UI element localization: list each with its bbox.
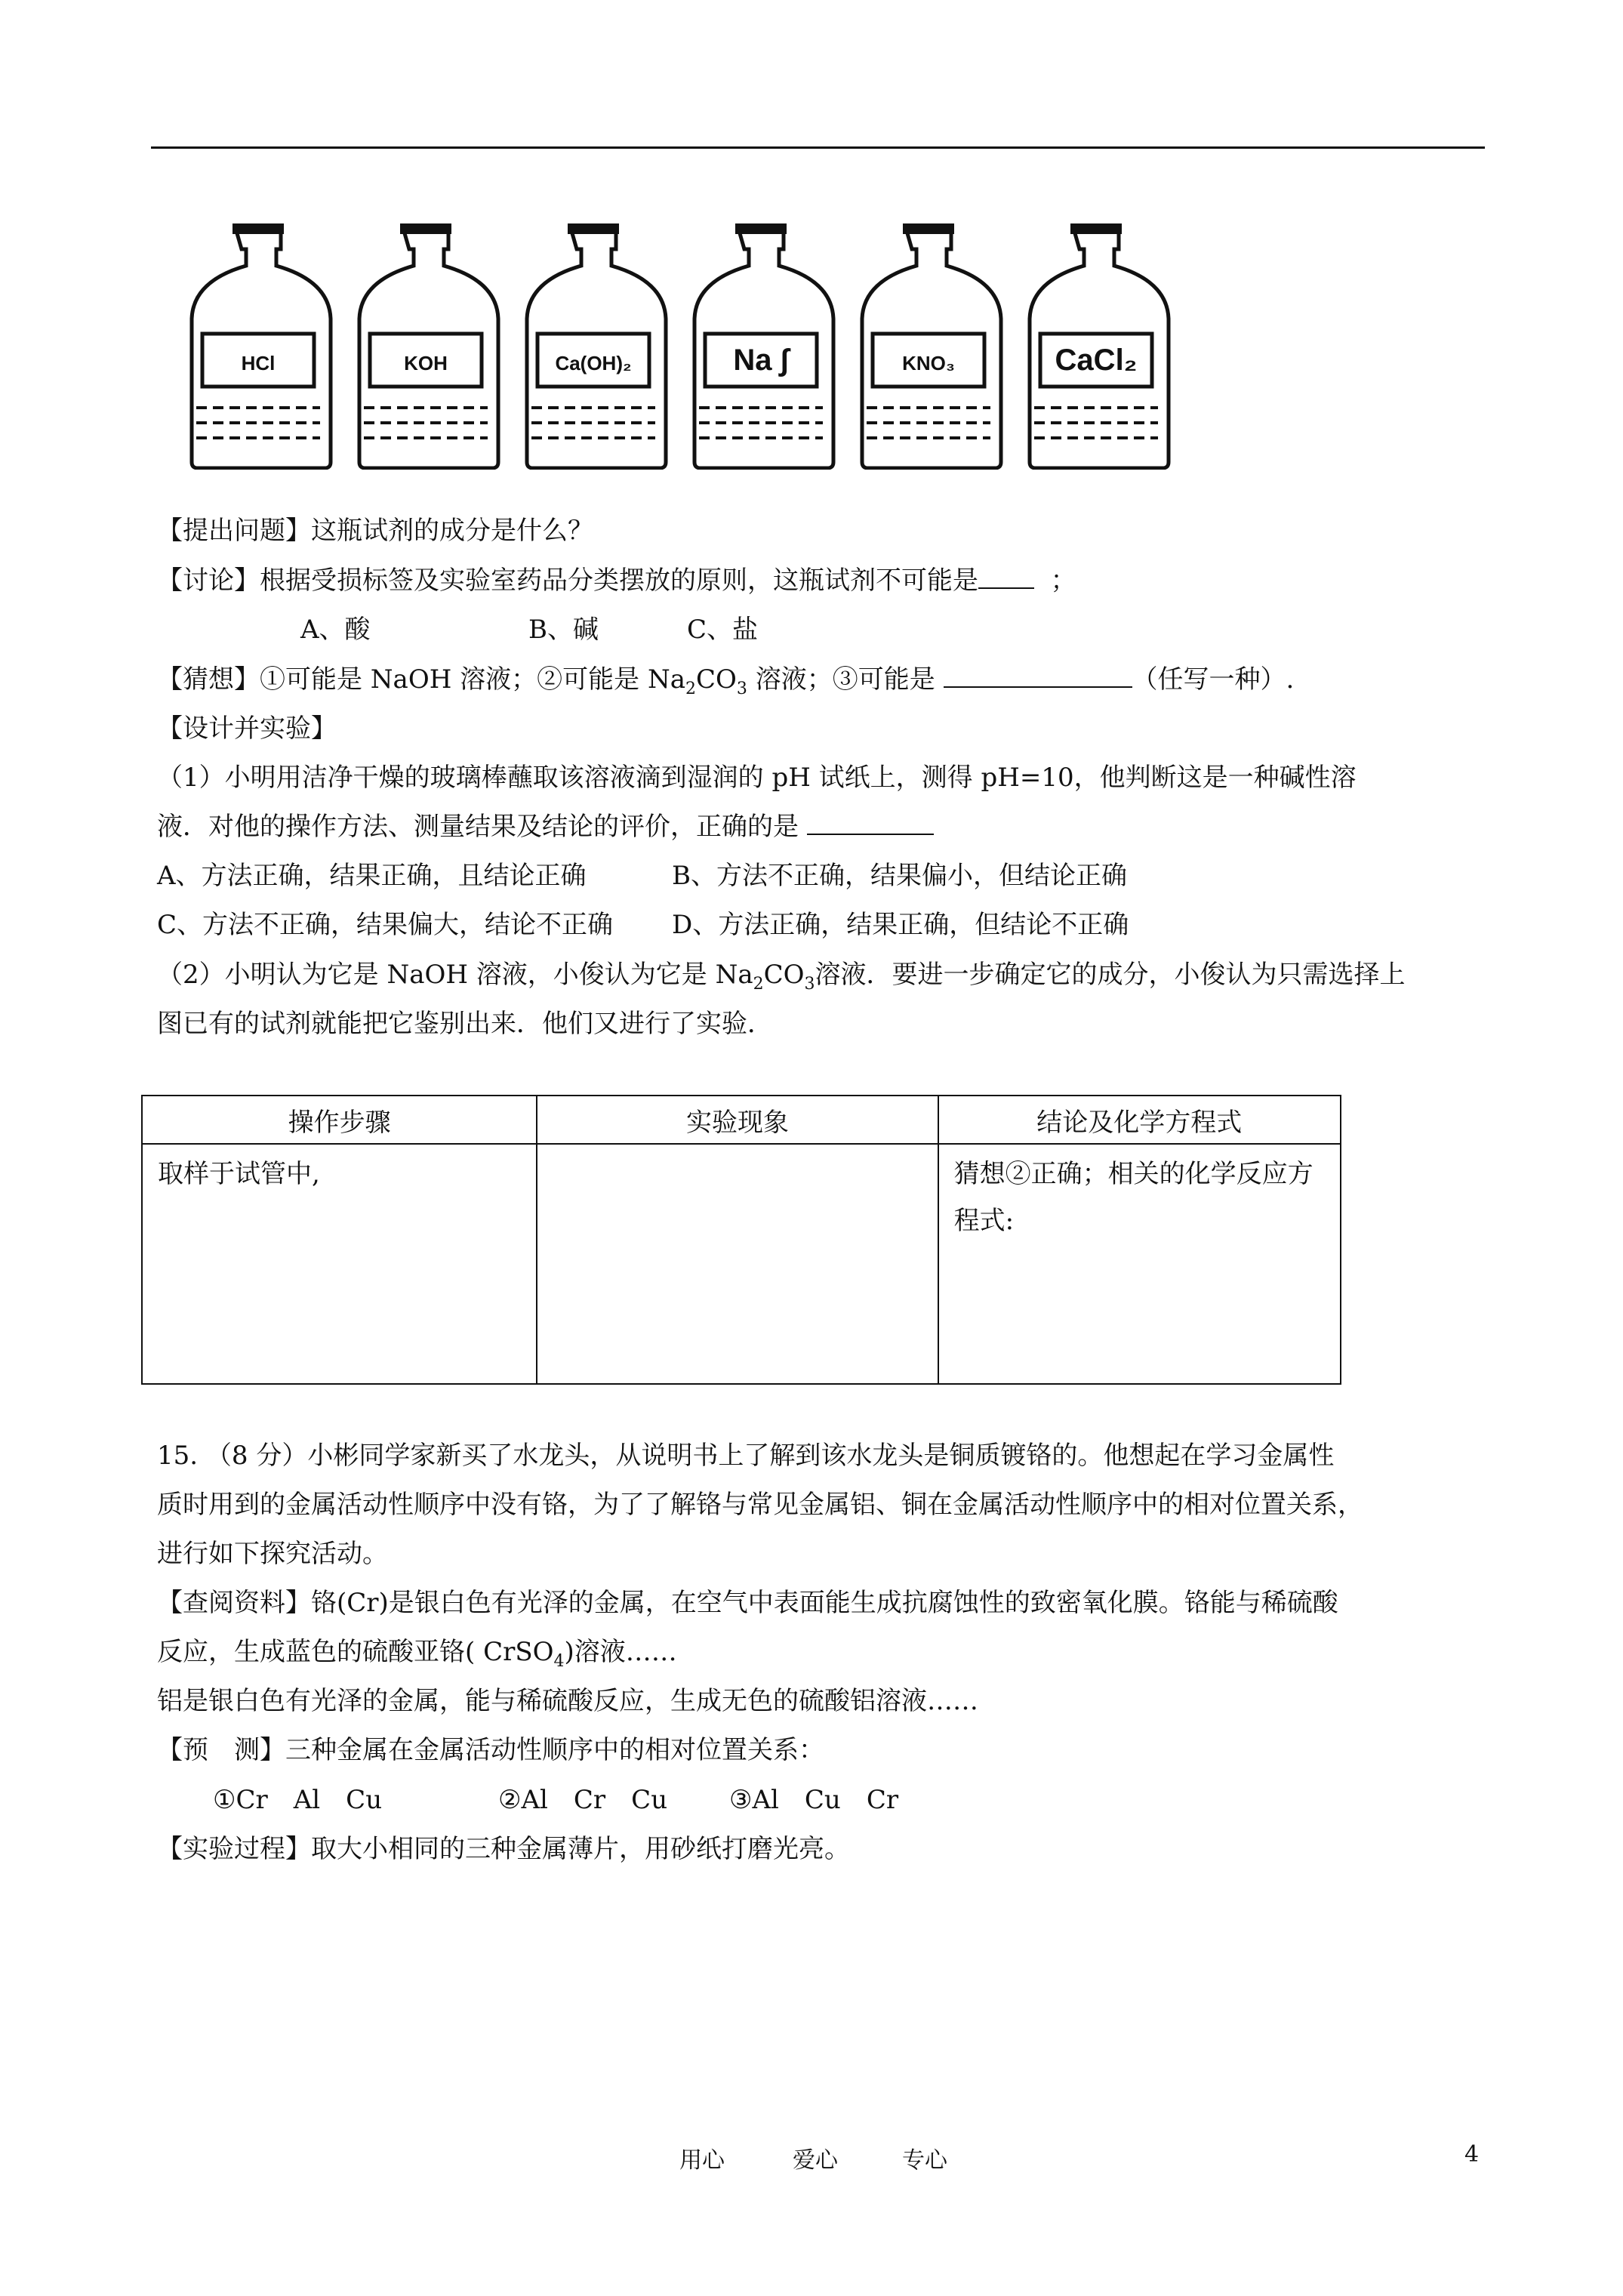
footer-word: 爱心 <box>793 2147 838 2174</box>
guess-end: （任写一种）. <box>1132 664 1295 695</box>
formula-part: CO <box>696 664 737 695</box>
info-text: 反应，生成蓝色的硫酸亚铬( CrSO <box>157 1637 554 1667</box>
table-header: 结论及化学方程式 <box>938 1096 1341 1144</box>
order-option-2: ②Al Cr Cu <box>498 1785 668 1815</box>
choice-b: B、方法不正确，结果偏小，但结论正确 <box>672 861 1127 891</box>
table-cell-phenomenon[interactable] <box>537 1144 938 1384</box>
answer-blank[interactable] <box>944 686 1132 688</box>
guess-text: 【猜想】①可能是 NaOH 溶液；②可能是 Na <box>157 664 685 695</box>
subscript: 2 <box>685 679 696 698</box>
bottle-label: KOH <box>404 352 448 374</box>
question-prompt: 【提出问题】这瓶试剂的成分是什么？ <box>157 516 593 546</box>
reagent-bottle <box>359 223 498 468</box>
answer-blank[interactable] <box>978 587 1034 589</box>
discussion-line <box>157 563 1076 598</box>
table-cell-conclusion[interactable]: 猜想②正确；相关的化学反应方程式: <box>938 1144 1341 1384</box>
footer-word: 用心 <box>679 2147 725 2174</box>
table-cell-operation[interactable]: 取样于试管中, <box>142 1144 537 1384</box>
header-rule <box>151 146 1485 149</box>
footer-word: 专心 <box>902 2147 947 2174</box>
reagent-bottle <box>862 223 1001 468</box>
reagent-bottle <box>1030 223 1169 468</box>
experiment-table <box>141 1095 1341 1385</box>
answer-blank[interactable] <box>807 834 934 835</box>
subscript: 4 <box>553 1651 565 1671</box>
info-text-2: )溶液…… <box>564 1637 677 1667</box>
q15-info3: 铝是银白色有光泽的金属，能与稀硫酸反应，生成无色的硫酸铝溶液…… <box>157 1686 978 1716</box>
table-row <box>142 1144 1341 1384</box>
q15-line2: 质时用到的金属活动性顺序中没有铬，为了了解铬与常见金属铝、铜在金属活动性顺序中的相对位置关系， <box>157 1490 1363 1520</box>
q15-predict: 【预 测】三种金属在金属活动性顺序中的相对位置关系： <box>157 1735 824 1765</box>
subscript: 3 <box>736 679 747 698</box>
bottle-label: Na ∫ <box>733 344 789 377</box>
q15-line1: 15. （8 分）小彬同学家新买了水龙头，从说明书上了解到该水龙头是铜质镀铬的。他想起在学习金属性 <box>157 1441 1335 1471</box>
table-header: 实验现象 <box>537 1096 938 1144</box>
table-header: 操作步骤 <box>142 1096 537 1144</box>
part2-line1 <box>157 957 1406 1002</box>
option-c: C、盐 <box>687 615 759 645</box>
page-number: 4 <box>1464 2141 1480 2168</box>
formula-part: CO <box>763 960 805 990</box>
discussion-text: 【讨论】根据受损标签及实验室药品分类摆放的原则，这瓶试剂不可能是 <box>157 566 978 596</box>
subscript: 3 <box>804 974 815 994</box>
q15-info1: 【查阅资料】铬(Cr)是银白色有光泽的金属，在空气中表面能生成抗腐蚀性的致密氧化膜。铬能与稀硫酸 <box>157 1588 1338 1618</box>
option-b: B、碱 <box>528 615 599 645</box>
part1-line1: （1）小明用洁净干燥的玻璃棒蘸取该溶液滴到湿润的 pH 试纸上，测得 pH=10，他判断这是一种碱性溶 <box>157 763 1357 793</box>
reagent-bottles-figure <box>180 220 1176 470</box>
table-header-row <box>142 1096 1341 1144</box>
part2-text-2: 溶液．要进一步确定它的成分，小俊认为只需选择上 <box>815 960 1406 990</box>
option-a: A、酸 <box>300 615 371 645</box>
reagent-bottle <box>192 223 331 468</box>
bottle-label: KNO₃ <box>902 352 955 374</box>
part1-line2 <box>157 809 934 844</box>
choice-c: C、方法不正确，结果偏大，结论不正确 <box>157 910 614 940</box>
part2-line2: 图已有的试剂就能把它鉴别出来．他们又进行了实验． <box>157 1009 773 1039</box>
guess-text-2: 溶液；③可能是 <box>747 664 944 695</box>
reagent-bottle <box>527 223 666 468</box>
choice-a: A、方法正确，结果正确，且结论正确 <box>157 861 587 891</box>
design-heading: 【设计并实验】 <box>157 713 337 744</box>
discussion-end: ； <box>1050 566 1076 596</box>
order-option-1: ①Cr Al Cu <box>213 1785 383 1815</box>
part1-text: 液．对他的操作方法、测量结果及结论的评价，正确的是 <box>157 812 807 842</box>
bottle-label: Ca(OH)₂ <box>555 352 632 374</box>
subscript: 2 <box>753 974 764 994</box>
bottle-label: CaCl₂ <box>1055 344 1138 377</box>
bottle-label: HCl <box>241 352 276 374</box>
reagent-bottle <box>694 223 833 468</box>
part2-text: （2）小明认为它是 NaOH 溶液，小俊认为它是 Na <box>157 960 753 990</box>
order-option-3: ③Al Cu Cr <box>729 1785 899 1815</box>
q15-line3: 进行如下探究活动。 <box>157 1539 388 1569</box>
q15-info2 <box>157 1635 677 1679</box>
q15-process: 【实验过程】取大小相同的三种金属薄片，用砂纸打磨光亮。 <box>157 1834 850 1864</box>
guess-line <box>157 662 1294 707</box>
choice-d: D、方法正确，结果正确，但结论不正确 <box>672 910 1129 940</box>
